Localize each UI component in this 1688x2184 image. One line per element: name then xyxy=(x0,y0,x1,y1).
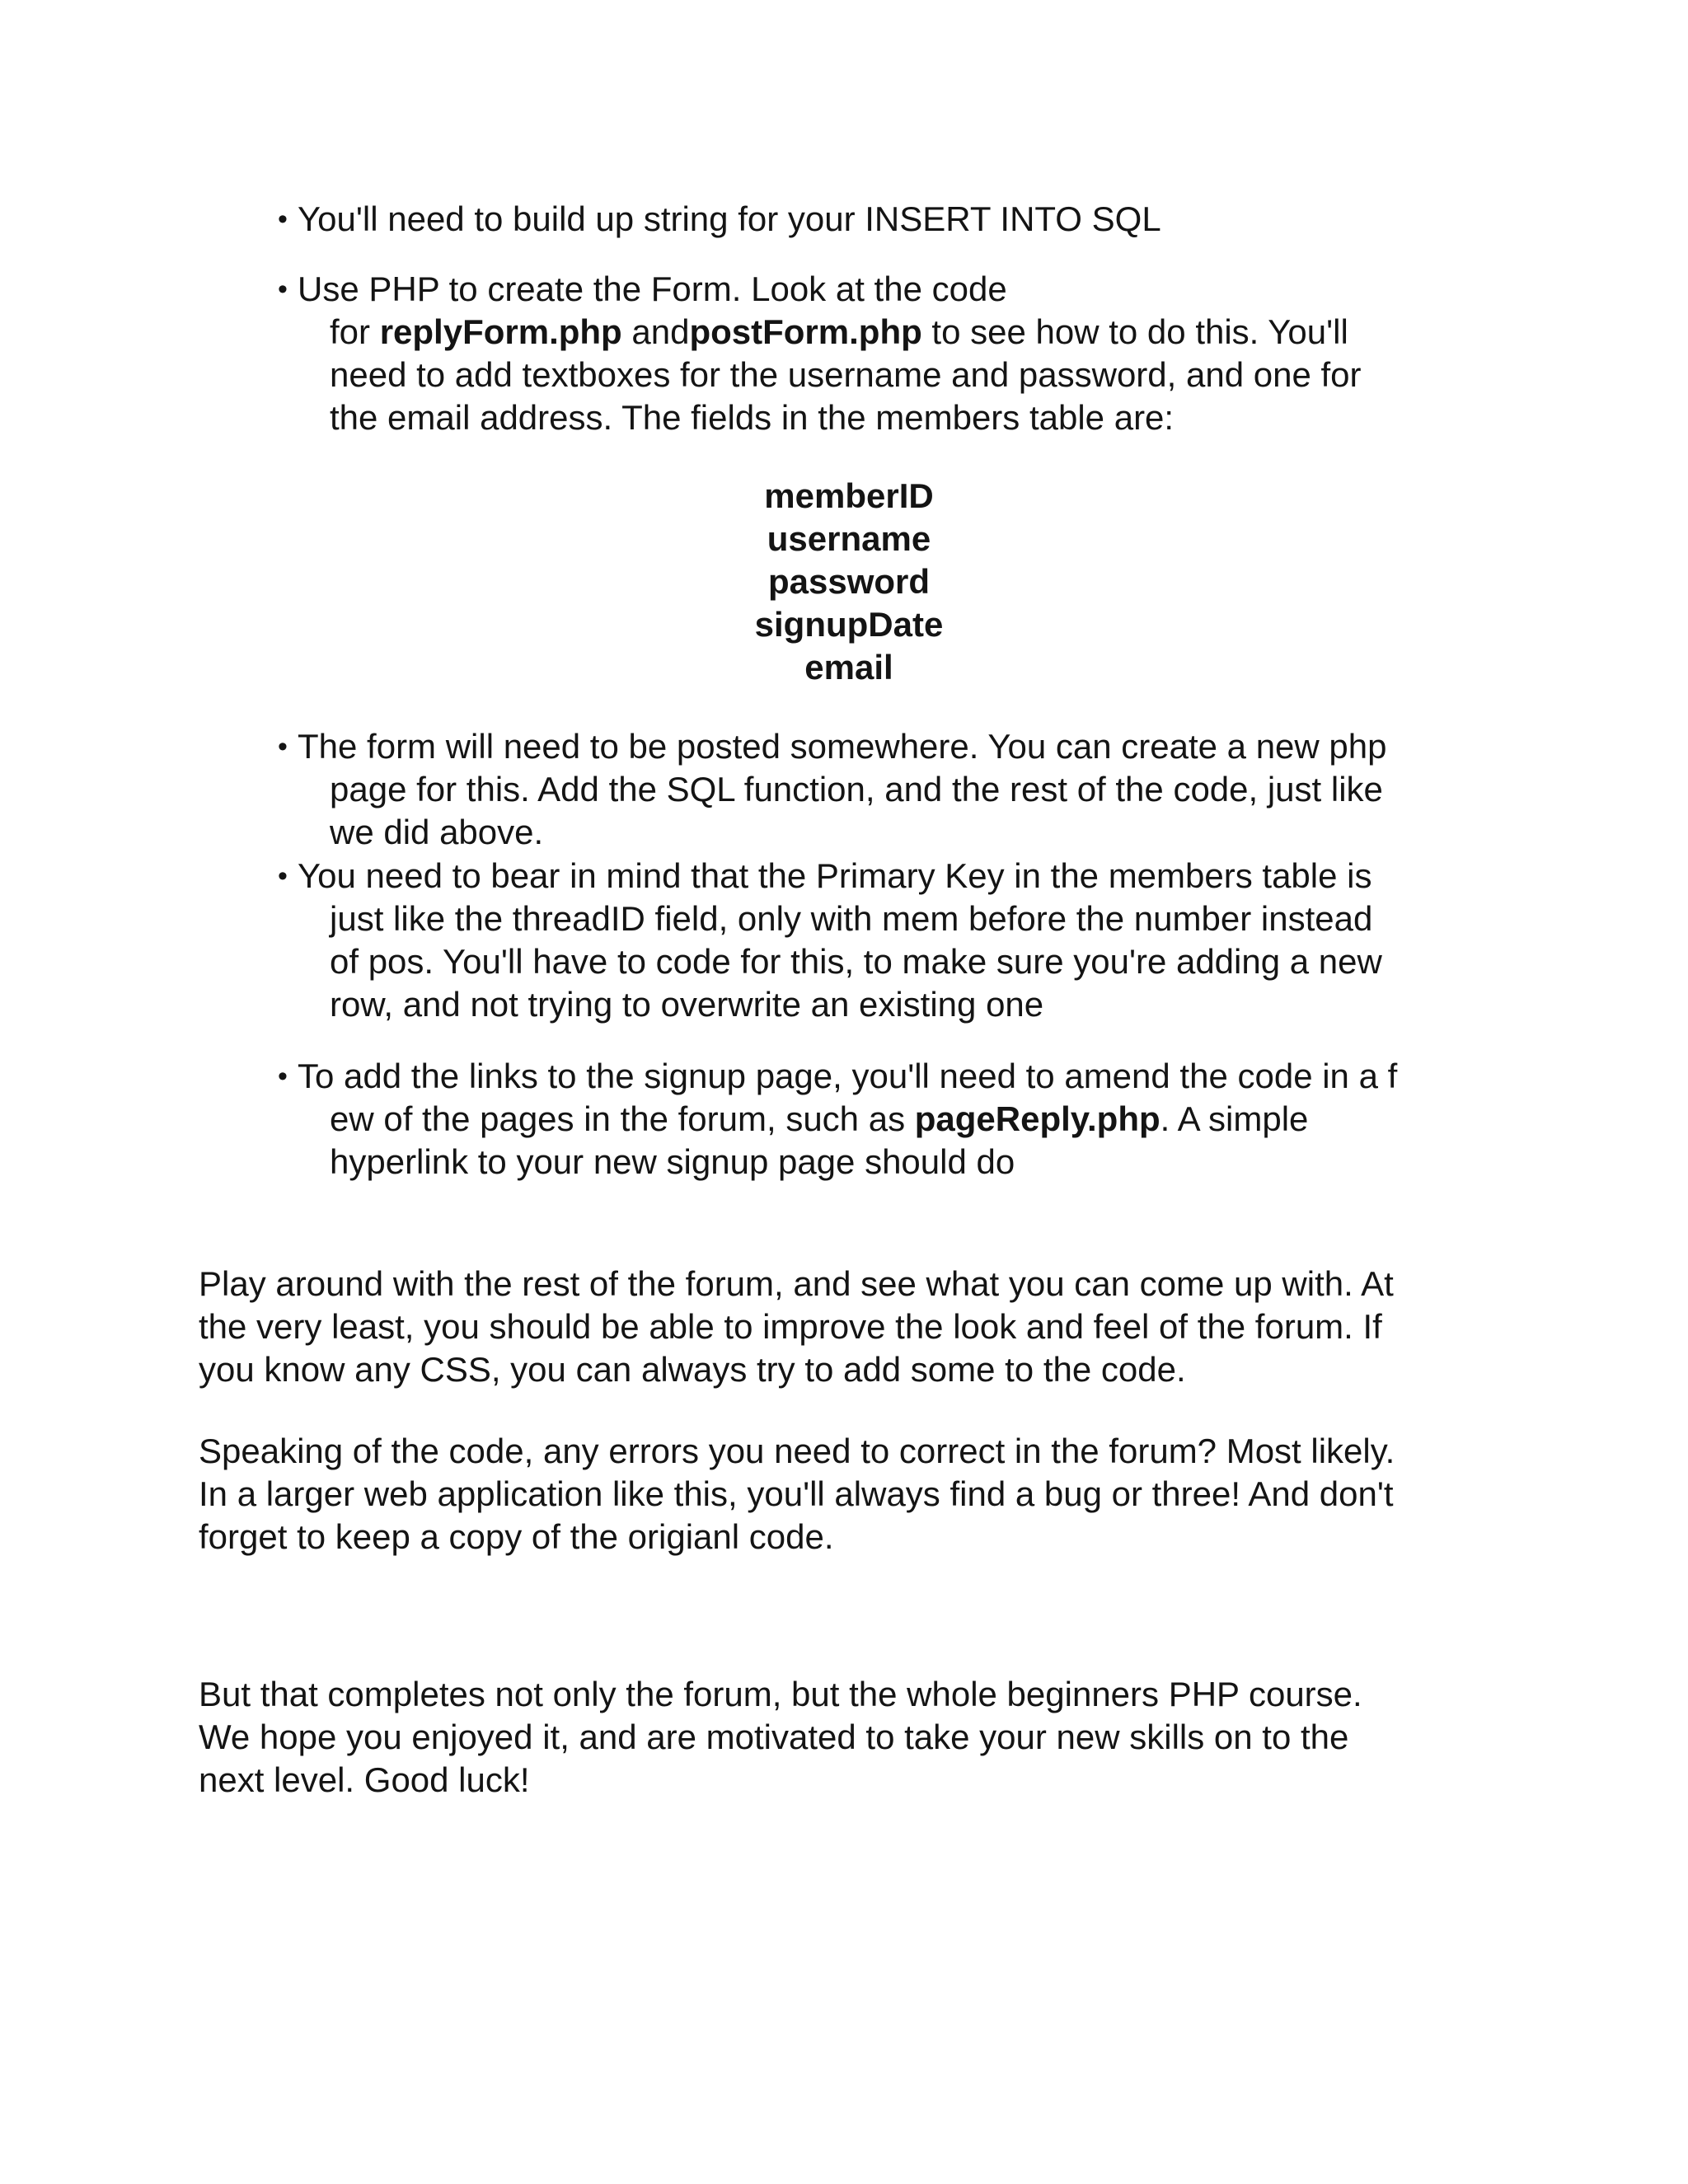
field-name: signupDate xyxy=(754,605,944,644)
bullet-text: row, and not trying to overwrite an existing one xyxy=(330,985,1044,1024)
field-name: password xyxy=(767,562,931,601)
paragraph-conclusion xyxy=(199,1673,1517,1802)
paragraph-line: In a larger web application like this, you'll always find a bug or three! And don't xyxy=(199,1474,1394,1513)
filename-page-reply: pageReply.php xyxy=(914,1099,1160,1138)
bullet-text: The form will need to be posted somewhere. You can create a new php xyxy=(298,727,1387,766)
bullet-text: page for this. Add the SQL function, and the rest of the code, just like xyxy=(330,770,1383,808)
bullet-text: ew of the pages in the forum, such as pageReply.php. A simple xyxy=(330,1099,1309,1138)
members-table-fields xyxy=(684,475,1014,689)
field-name: username xyxy=(767,519,931,558)
paragraph-line: Speaking of the code, any errors you need to correct in the forum? Most likely. xyxy=(199,1432,1395,1470)
bullet-item-form-post xyxy=(278,725,1498,854)
field-name: email xyxy=(804,648,893,687)
paragraph-play-around xyxy=(199,1263,1517,1391)
bullet-item-signup-links xyxy=(278,1055,1498,1183)
bullet-item-php-form xyxy=(278,268,1498,439)
bullet-text: the email address. The fields in the members table are: xyxy=(330,398,1175,437)
paragraph-line: We hope you enjoyed it, and are motivated to take your new skills on to the xyxy=(199,1718,1349,1756)
bullet-text: need to add textboxes for the username and password, and one for xyxy=(330,355,1362,394)
bullet-dot-icon: • xyxy=(278,731,288,762)
bullet-item-insert-sql xyxy=(278,198,1498,241)
bullet-text: we did above. xyxy=(330,813,544,851)
bullet-text: To add the links to the signup page, you'll need to amend the code in a f xyxy=(298,1057,1398,1095)
filename-reply-form: replyForm.php xyxy=(379,312,622,351)
bullet-dot-icon: • xyxy=(278,860,288,892)
bullet-text: just like the threadID field, only with mem before the number instead xyxy=(330,899,1373,938)
paragraph-line: But that completes not only the forum, but the whole beginners PHP course. xyxy=(199,1675,1362,1713)
bullet-text: for replyForm.php andpostForm.php to see how to do this. You'll xyxy=(330,312,1348,351)
bullet-dot-icon: • xyxy=(278,1061,288,1092)
paragraph-line: Play around with the rest of the forum, and see what you can come up with. At xyxy=(199,1264,1394,1303)
filename-post-form: postForm.php xyxy=(689,312,922,351)
bullet-text: Use PHP to create the Form. Look at the code xyxy=(298,269,1007,308)
bullet-dot-icon: • xyxy=(278,204,288,235)
paragraph-line: the very least, you should be able to improve the look and feel of the forum. If xyxy=(199,1307,1382,1346)
field-name: memberID xyxy=(764,476,934,515)
paragraph-errors xyxy=(199,1430,1517,1558)
paragraph-line: next level. Good luck! xyxy=(199,1760,530,1799)
paragraph-line: forget to keep a copy of the origianl code. xyxy=(199,1517,834,1556)
bullet-dot-icon: • xyxy=(278,274,288,305)
bullet-text: hyperlink to your new signup page should do xyxy=(330,1142,1015,1181)
bullet-item-primary-key xyxy=(278,855,1498,1026)
bullet-text: You'll need to build up string for your INSERT INTO SQL xyxy=(298,199,1161,238)
paragraph-line: you know any CSS, you can always try to add some to the code. xyxy=(199,1350,1186,1389)
bullet-text: of pos. You'll have to code for this, to make sure you're adding a new xyxy=(330,942,1382,981)
bullet-text: You need to bear in mind that the Primary Key in the members table is xyxy=(298,856,1372,895)
